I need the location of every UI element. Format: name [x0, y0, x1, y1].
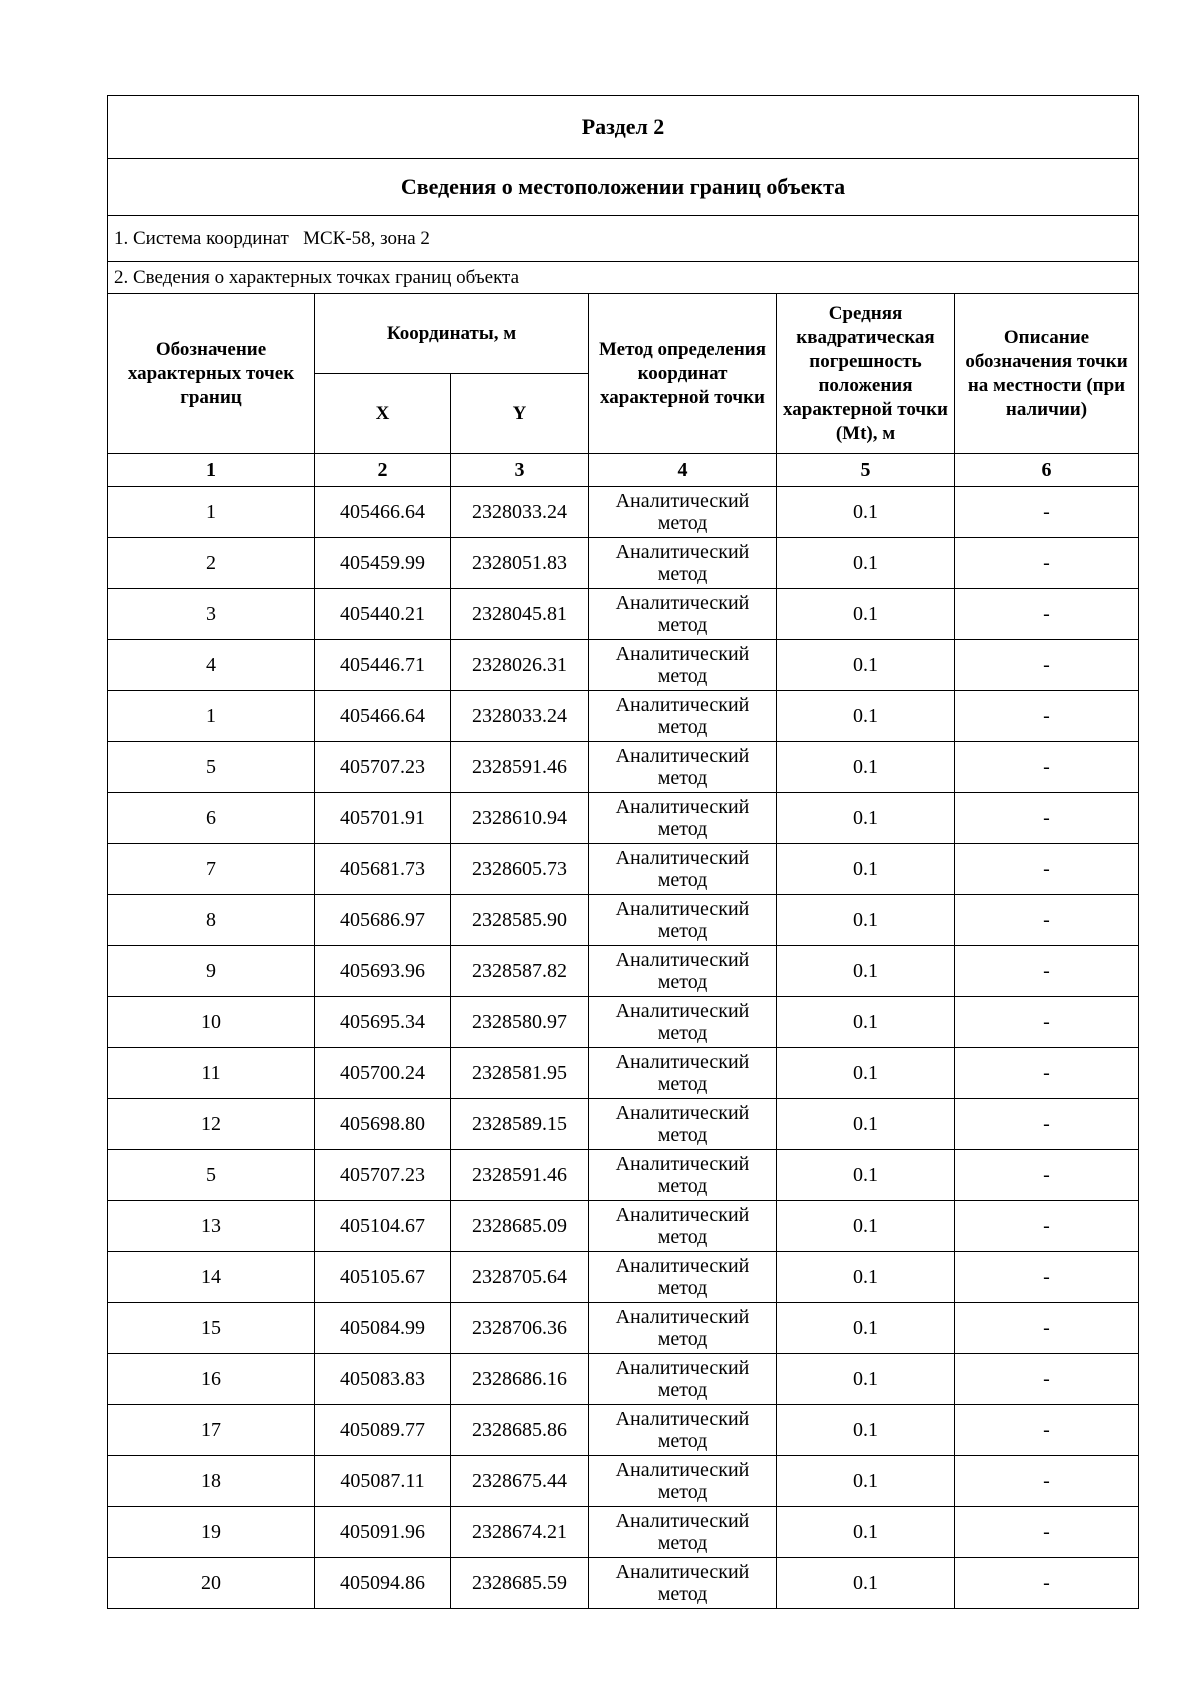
cell-description: -	[955, 793, 1139, 844]
cell-mt: 0.1	[777, 1507, 955, 1558]
cell-method: Аналитический метод	[589, 1558, 777, 1609]
cell-y: 2328675.44	[451, 1456, 589, 1507]
cell-description: -	[955, 1456, 1139, 1507]
cell-description: -	[955, 538, 1139, 589]
cell-y: 2328610.94	[451, 793, 589, 844]
cell-y: 2328051.83	[451, 538, 589, 589]
table-row	[108, 691, 1139, 742]
cell-mt: 0.1	[777, 1354, 955, 1405]
cell-method: Аналитический метод	[589, 589, 777, 640]
cell-point: 5	[108, 742, 315, 793]
cell-y: 2328587.82	[451, 946, 589, 997]
points-heading: 2. Сведения о характерных точках границ объекта	[108, 262, 1139, 294]
cell-mt: 0.1	[777, 691, 955, 742]
cell-y: 2328686.16	[451, 1354, 589, 1405]
cell-x: 405701.91	[315, 793, 451, 844]
cell-x: 405094.86	[315, 1558, 451, 1609]
cell-mt: 0.1	[777, 1099, 955, 1150]
cell-y: 2328591.46	[451, 1150, 589, 1201]
header-x: X	[315, 374, 451, 454]
cell-y: 2328605.73	[451, 844, 589, 895]
table-row	[108, 742, 1139, 793]
table-row	[108, 895, 1139, 946]
cell-method: Аналитический метод	[589, 1303, 777, 1354]
cell-mt: 0.1	[777, 742, 955, 793]
cell-point: 8	[108, 895, 315, 946]
cell-y: 2328591.46	[451, 742, 589, 793]
cell-description: -	[955, 742, 1139, 793]
cell-point: 5	[108, 1150, 315, 1201]
document-page	[107, 95, 1138, 1609]
cell-x: 405698.80	[315, 1099, 451, 1150]
cell-description: -	[955, 487, 1139, 538]
header-y: Y	[451, 374, 589, 454]
table-row	[108, 589, 1139, 640]
cell-method: Аналитический метод	[589, 1405, 777, 1456]
cell-method: Аналитический метод	[589, 1048, 777, 1099]
cell-method: Аналитический метод	[589, 538, 777, 589]
cell-mt: 0.1	[777, 1252, 955, 1303]
cell-mt: 0.1	[777, 640, 955, 691]
cell-description: -	[955, 844, 1139, 895]
section-subtitle: Сведения о местоположении границ объекта	[108, 159, 1139, 216]
cell-method: Аналитический метод	[589, 1507, 777, 1558]
cell-x: 405459.99	[315, 538, 451, 589]
cell-point: 20	[108, 1558, 315, 1609]
cell-y: 2328685.86	[451, 1405, 589, 1456]
cell-point: 18	[108, 1456, 315, 1507]
cell-description: -	[955, 895, 1139, 946]
header-designation: Обозначение характерных точек границ	[108, 294, 315, 454]
cell-x: 405700.24	[315, 1048, 451, 1099]
cell-point: 12	[108, 1099, 315, 1150]
cell-y: 2328706.36	[451, 1303, 589, 1354]
table-row	[108, 1354, 1139, 1405]
cell-y: 2328705.64	[451, 1252, 589, 1303]
cell-method: Аналитический метод	[589, 1252, 777, 1303]
cell-x: 405084.99	[315, 1303, 451, 1354]
cell-description: -	[955, 1099, 1139, 1150]
cell-method: Аналитический метод	[589, 1456, 777, 1507]
cell-mt: 0.1	[777, 793, 955, 844]
cell-x: 405693.96	[315, 946, 451, 997]
cell-description: -	[955, 946, 1139, 997]
cell-x: 405707.23	[315, 1150, 451, 1201]
cell-method: Аналитический метод	[589, 997, 777, 1048]
cell-method: Аналитический метод	[589, 1201, 777, 1252]
cell-y: 2328581.95	[451, 1048, 589, 1099]
table-row	[108, 1303, 1139, 1354]
cell-description: -	[955, 997, 1139, 1048]
table-row	[108, 1405, 1139, 1456]
cell-point: 16	[108, 1354, 315, 1405]
table-row	[108, 844, 1139, 895]
cell-point: 4	[108, 640, 315, 691]
cell-mt: 0.1	[777, 1303, 955, 1354]
cell-y: 2328033.24	[451, 691, 589, 742]
table-row	[108, 1201, 1139, 1252]
cell-y: 2328589.15	[451, 1099, 589, 1150]
cell-method: Аналитический метод	[589, 793, 777, 844]
cell-x: 405707.23	[315, 742, 451, 793]
table-row	[108, 538, 1139, 589]
cell-x: 405466.64	[315, 691, 451, 742]
cell-point: 19	[108, 1507, 315, 1558]
section-title: Раздел 2	[108, 96, 1139, 159]
cell-point: 17	[108, 1405, 315, 1456]
cell-x: 405466.64	[315, 487, 451, 538]
cell-point: 1	[108, 487, 315, 538]
cell-mt: 0.1	[777, 1456, 955, 1507]
cell-mt: 0.1	[777, 997, 955, 1048]
cell-description: -	[955, 1354, 1139, 1405]
column-number: 5	[777, 454, 955, 487]
cell-y: 2328585.90	[451, 895, 589, 946]
table-row	[108, 487, 1139, 538]
cell-method: Аналитический метод	[589, 742, 777, 793]
cell-method: Аналитический метод	[589, 1354, 777, 1405]
cell-description: -	[955, 1303, 1139, 1354]
table-row	[108, 793, 1139, 844]
table-row	[108, 1048, 1139, 1099]
cell-point: 7	[108, 844, 315, 895]
cell-mt: 0.1	[777, 946, 955, 997]
cell-point: 6	[108, 793, 315, 844]
table-row	[108, 1507, 1139, 1558]
cell-point: 14	[108, 1252, 315, 1303]
column-number: 3	[451, 454, 589, 487]
column-number: 2	[315, 454, 451, 487]
table-row	[108, 640, 1139, 691]
cell-description: -	[955, 1048, 1139, 1099]
cell-x: 405104.67	[315, 1201, 451, 1252]
cell-description: -	[955, 1150, 1139, 1201]
cell-method: Аналитический метод	[589, 844, 777, 895]
cell-point: 10	[108, 997, 315, 1048]
table-row	[108, 1558, 1139, 1609]
cell-mt: 0.1	[777, 844, 955, 895]
cell-x: 405681.73	[315, 844, 451, 895]
cell-mt: 0.1	[777, 1150, 955, 1201]
cell-description: -	[955, 1252, 1139, 1303]
cell-x: 405083.83	[315, 1354, 451, 1405]
cell-point: 2	[108, 538, 315, 589]
cell-point: 11	[108, 1048, 315, 1099]
cell-point: 1	[108, 691, 315, 742]
header-description: Описание обозначения точки на местности (при наличии)	[955, 294, 1139, 454]
cell-x: 405446.71	[315, 640, 451, 691]
cell-mt: 0.1	[777, 895, 955, 946]
table-row	[108, 1456, 1139, 1507]
cell-x: 405087.11	[315, 1456, 451, 1507]
cell-mt: 0.1	[777, 487, 955, 538]
coordinate-system: 1. Система координат МСК-58, зона 2	[108, 216, 1139, 262]
cell-point: 9	[108, 946, 315, 997]
cell-description: -	[955, 691, 1139, 742]
cell-mt: 0.1	[777, 1048, 955, 1099]
cell-mt: 0.1	[777, 1405, 955, 1456]
cell-description: -	[955, 1201, 1139, 1252]
cell-y: 2328685.59	[451, 1558, 589, 1609]
cell-x: 405695.34	[315, 997, 451, 1048]
cell-x: 405686.97	[315, 895, 451, 946]
cell-mt: 0.1	[777, 1558, 955, 1609]
cell-method: Аналитический метод	[589, 895, 777, 946]
column-number: 6	[955, 454, 1139, 487]
table-row	[108, 997, 1139, 1048]
cell-method: Аналитический метод	[589, 640, 777, 691]
column-number: 4	[589, 454, 777, 487]
cell-x: 405105.67	[315, 1252, 451, 1303]
cell-y: 2328045.81	[451, 589, 589, 640]
cell-mt: 0.1	[777, 538, 955, 589]
cell-method: Аналитический метод	[589, 1150, 777, 1201]
cell-y: 2328674.21	[451, 1507, 589, 1558]
header-method: Метод определения координат характерной точки	[589, 294, 777, 454]
column-number: 1	[108, 454, 315, 487]
cell-y: 2328580.97	[451, 997, 589, 1048]
table-row	[108, 1252, 1139, 1303]
cell-point: 3	[108, 589, 315, 640]
cell-point: 13	[108, 1201, 315, 1252]
cell-method: Аналитический метод	[589, 1099, 777, 1150]
cell-y: 2328033.24	[451, 487, 589, 538]
table-row	[108, 946, 1139, 997]
table-row	[108, 1150, 1139, 1201]
cell-mt: 0.1	[777, 589, 955, 640]
boundary-points-table	[107, 95, 1139, 1609]
cell-x: 405440.21	[315, 589, 451, 640]
table-row	[108, 1099, 1139, 1150]
cell-description: -	[955, 589, 1139, 640]
cell-x: 405089.77	[315, 1405, 451, 1456]
cell-mt: 0.1	[777, 1201, 955, 1252]
cell-description: -	[955, 1405, 1139, 1456]
cell-method: Аналитический метод	[589, 691, 777, 742]
cell-y: 2328026.31	[451, 640, 589, 691]
cell-description: -	[955, 640, 1139, 691]
cell-point: 15	[108, 1303, 315, 1354]
header-coordinates: Координаты, м	[315, 294, 589, 374]
cell-method: Аналитический метод	[589, 487, 777, 538]
cell-x: 405091.96	[315, 1507, 451, 1558]
cell-description: -	[955, 1558, 1139, 1609]
cell-description: -	[955, 1507, 1139, 1558]
header-error: Средняя квадратическая погрешность положения характерной точки (Mt), м	[777, 294, 955, 454]
cell-y: 2328685.09	[451, 1201, 589, 1252]
cell-method: Аналитический метод	[589, 946, 777, 997]
